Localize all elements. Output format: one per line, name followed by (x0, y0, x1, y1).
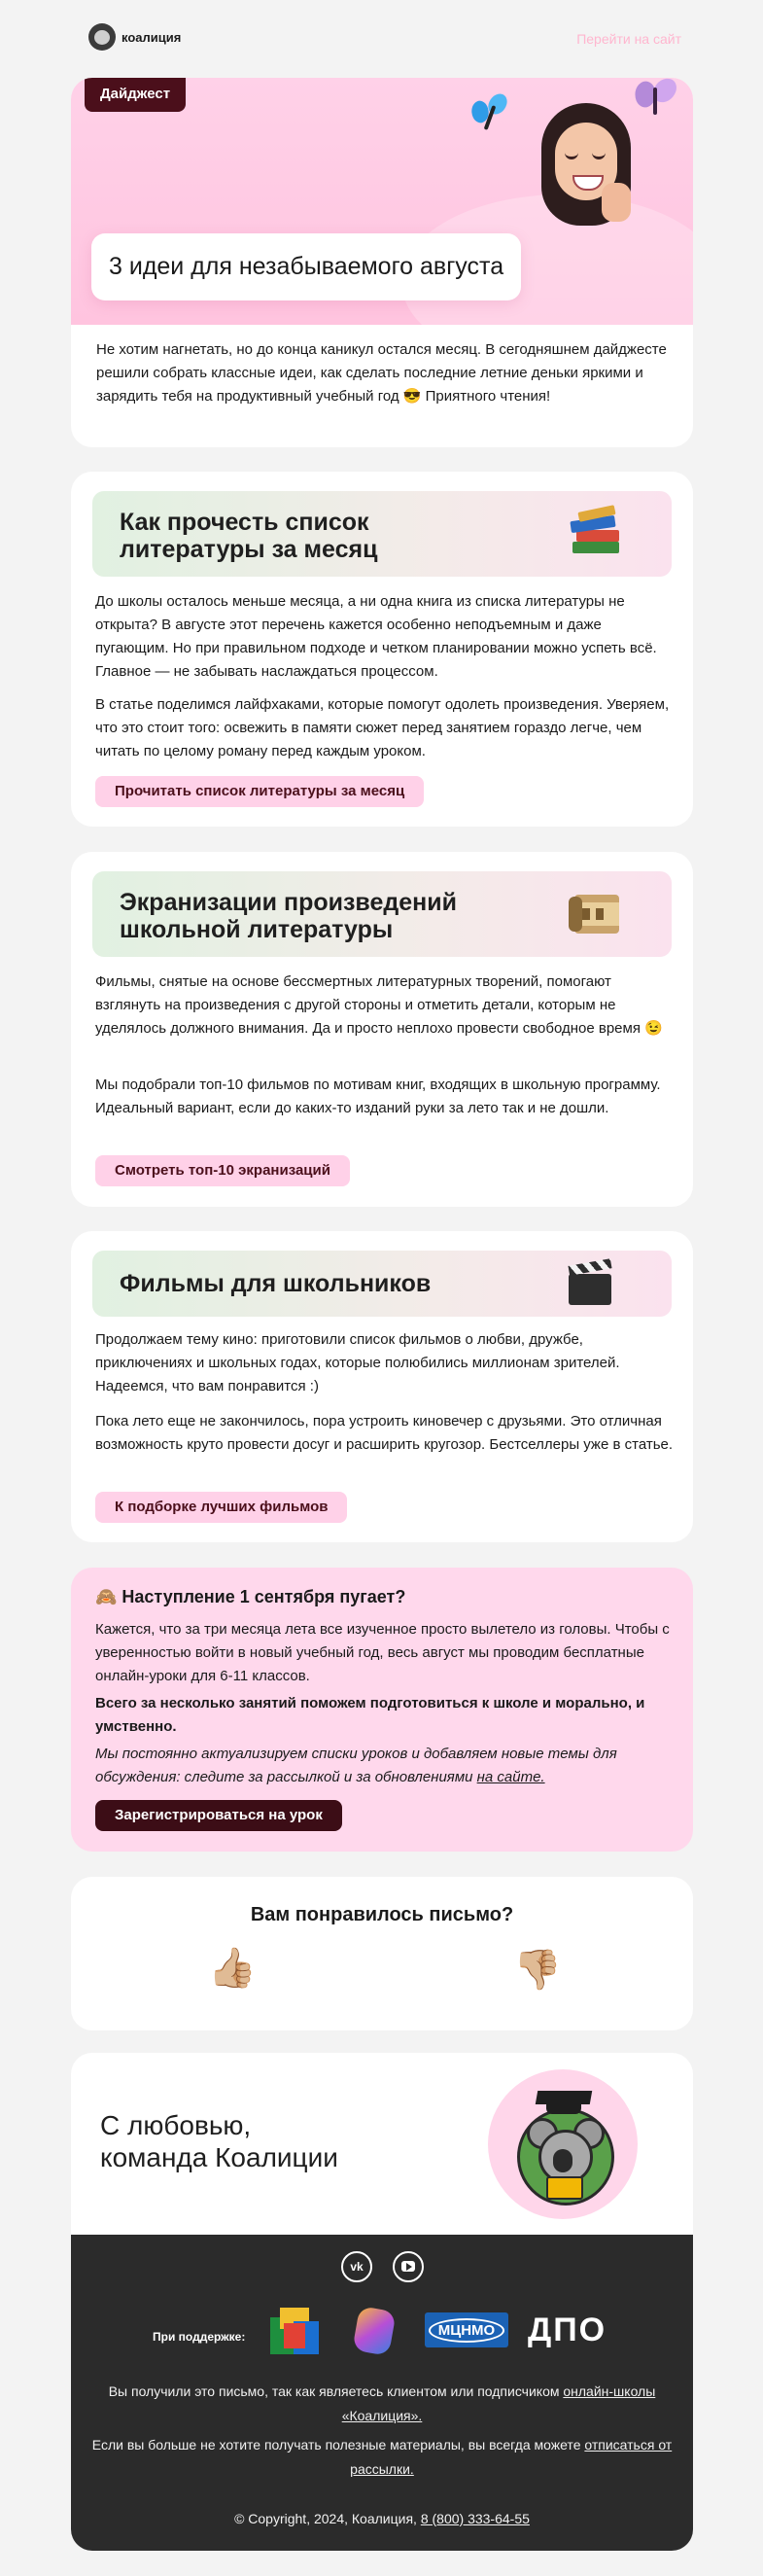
section-paragraph: Мы подобрали топ-10 фильмов по мотивам книг, входящих в школьную программу. Идеальный вариант, если до каких-то изданий руки за лето так и не дошли. (95, 1076, 661, 1116)
support-label: При поддержке: (153, 2330, 246, 2344)
digest-badge: Дайджест (85, 78, 186, 112)
section-title: Фильмы для школьников (120, 1270, 432, 1297)
thumbs-down-icon[interactable]: 👎🏼 (513, 1949, 562, 1992)
hero-banner (71, 78, 693, 325)
go-to-site-link[interactable]: Перейти на сайт (576, 31, 681, 47)
section-paragraph: Пока лето еще не закончилось, пора устроить киновечер с друзьями. Это отличная возможность круто провести досуг и расширить кругозор. Бестселлеры уже в статье. (95, 1413, 674, 1453)
best-films-collection-button[interactable]: К подборке лучших фильмов (95, 1492, 347, 1523)
books-icon (569, 509, 623, 559)
koala-mascot-icon (488, 2069, 638, 2219)
promo-bold-paragraph: Всего за несколько занятий поможем подготовиться к школе и морально, и умственно. (95, 1695, 645, 1735)
register-for-lesson-button[interactable]: Зарегистрироваться на урок (95, 1800, 342, 1831)
section-title: Как прочесть список литературы за месяц (120, 509, 378, 563)
film-reel-icon (569, 889, 623, 939)
on-site-link[interactable]: на сайте. (476, 1769, 545, 1785)
footer (71, 2235, 693, 2551)
signature-card (71, 2053, 693, 2257)
email-header (71, 0, 693, 78)
online-school-link[interactable]: онлайн-школы «Коалиция». (341, 2383, 656, 2423)
logo-text: коалиция (121, 29, 182, 45)
purple-butterfly-icon (629, 78, 683, 124)
section-header (92, 1251, 672, 1317)
signature-text: С любовью, команда Коалиции (100, 2110, 338, 2172)
clapperboard-icon (567, 1260, 613, 1307)
promo-italic-paragraph: Мы постоянно актуализируем списки уроков и добавляем новые темы для обсуждения: следите за рассылкой и за обновлениями на сайте. (95, 1746, 617, 1785)
partner-logo-dpo: ДПО (528, 2311, 607, 2348)
section-paragraph: Продолжаем тему кино: приготовили список фильмов о любви, дружбе, приключениях и школьных годах, которые полюбились миллионам зрителей. Надеемся, что вам понравится :) (95, 1331, 620, 1394)
watch-top10-adaptations-button[interactable]: Смотреть топ-10 экранизаций (95, 1155, 350, 1186)
promo-paragraph: Кажется, что за три месяца лета все изученное просто вылетело из головы. Чтобы с уверенностью войти в новый учебный год, весь август мы проводим бесплатные онлайн-уроки для 6-11 классов. (95, 1621, 670, 1684)
section-header (92, 871, 672, 957)
partner-logo-mcnmo: МЦНМО (425, 2312, 508, 2347)
section-paragraph: В статье поделимся лайфхаками, которые помогут одолеть произведения. Уверяем, что это стоит того: освежить в памяти сюжет перед занятием гораздо легче, чем читать по целому роману перед каждым уроком. (95, 696, 670, 759)
partner-logo-cube-icon (270, 2306, 321, 2358)
copyright-text: © Copyright, 2024, Коалиция, 8 (800) 333-64-55 (234, 2511, 530, 2526)
promo-card (71, 1568, 693, 1852)
intro-card (71, 78, 693, 447)
phone-link[interactable]: 8 (800) 333-64-55 (420, 2511, 530, 2526)
section-header (92, 491, 672, 577)
subscription-reason-text: Вы получили это письмо, так как являетесь клиентом или подписчиком онлайн-школы «Коалиция». (108, 2383, 656, 2423)
koala-logo-icon (88, 23, 116, 51)
unsubscribe-link[interactable]: отписаться от рассылки. (350, 2437, 673, 2477)
memoji-avatar (536, 97, 637, 231)
read-literature-list-button[interactable]: Прочитать список литературы за месяц (95, 776, 424, 807)
digest-title: 3 идеи для незабываемого августа (109, 253, 504, 280)
thumbs-up-icon[interactable]: 👍🏼 (208, 1947, 257, 1990)
youtube-icon[interactable] (393, 2251, 424, 2282)
partner-logo-gem-icon (348, 2305, 400, 2357)
section-paragraph: До школы осталось меньше месяца, а ни одна книга из списка литературы не открыта? В августе этот перечень кажется особенно неподъемным и даже пугающим. Но при правильном подходе и четком планировании можно успеть всё. Главное — не забывать наслаждаться процессом. (95, 593, 657, 680)
vk-icon[interactable]: vk (341, 2251, 372, 2282)
feedback-question: Вам понравилось письмо? (250, 1904, 514, 1925)
section-card-screen-adaptations (71, 852, 693, 1207)
section-card-literature-list (71, 472, 693, 827)
feedback-card (71, 1877, 693, 2030)
intro-text: Не хотим нагнетать, но до конца каникул остался месяц. В сегодняшнем дайджесте решили собрать классные идеи, как сделать последние летние деньки яркими и зарядить тебя на продуктивный учебный год 😎 Приятного чтения! (96, 341, 667, 405)
promo-title: 🙈 Наступление 1 сентября пугает? (95, 1587, 406, 1606)
unsubscribe-text: Если вы больше не хотите получать полезные материалы, вы всегда можете отписаться от рассылки. (91, 2437, 673, 2477)
section-title: Экранизации произведений школьной литературы (120, 889, 457, 943)
blue-butterfly-icon (468, 91, 514, 136)
section-paragraph: Фильмы, снятые на основе бессмертных литературных творений, помогают взглянуть на произведения с другой стороны и отметить детали, которым не уделялось должного внимания. Да и просто неплохо провести свободное время 😉 (95, 973, 663, 1037)
hero-title-box (91, 233, 521, 300)
koalition-logo[interactable] (88, 23, 181, 51)
section-card-films-for-students (71, 1231, 693, 1542)
